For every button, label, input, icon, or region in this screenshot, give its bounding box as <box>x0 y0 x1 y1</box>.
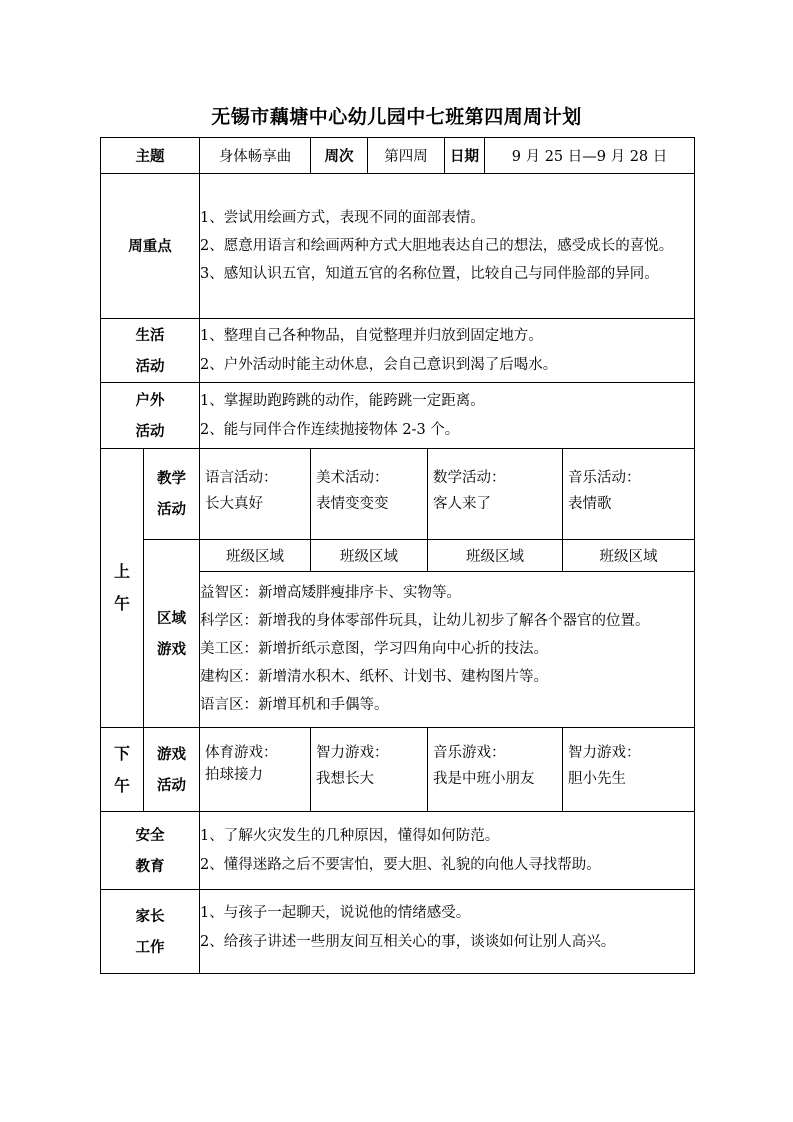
parents-label-2: 工作 <box>135 938 165 956</box>
morning-label <box>101 449 144 728</box>
safety-label-1: 安全 <box>135 826 165 844</box>
area-item: 美工区：新增折纸示意图，学习四角向中心折的技法。 <box>200 641 548 657</box>
outdoor-label-2: 活动 <box>135 422 165 440</box>
games-label-2: 活动 <box>157 776 186 794</box>
area-header: 班级区域 <box>563 540 695 572</box>
game-activity <box>200 728 311 812</box>
activity-name: 长大真好 <box>205 496 263 512</box>
weekly-plan-table <box>100 137 695 974</box>
game-activity <box>563 728 695 812</box>
afternoon-row <box>101 728 695 812</box>
teaching-activity <box>563 449 695 540</box>
game-activity <box>311 728 428 812</box>
parents-item: 2、给孩子讲述一些朋友间互相关心的事，谈谈如何让别人高兴。 <box>200 934 616 950</box>
safety-row <box>101 812 695 890</box>
afternoon-label-2: 午 <box>113 775 130 795</box>
life-content <box>200 319 695 383</box>
theme-label: 主题 <box>101 138 200 174</box>
afternoon-label <box>101 728 144 812</box>
focus-content <box>200 174 695 319</box>
safety-item: 1、了解火灾发生的几种原因，懂得如何防范。 <box>200 827 500 844</box>
activity-name: 我想长大 <box>316 771 374 787</box>
life-label-1: 生活 <box>135 326 165 344</box>
teaching-label-1: 教学 <box>157 470 186 487</box>
activity-name: 我是中班小朋友 <box>433 771 535 787</box>
teaching-activity <box>428 449 563 540</box>
area-content <box>200 572 695 728</box>
activity-type: 音乐游戏： <box>433 745 506 761</box>
week-label: 周次 <box>311 138 368 174</box>
games-label <box>144 728 200 812</box>
activity-name: 客人来了 <box>433 496 491 512</box>
activity-name: 表情歌 <box>568 496 612 512</box>
area-header-row <box>101 540 695 572</box>
focus-label: 周重点 <box>101 174 200 319</box>
activity-type: 语言活动： <box>205 470 278 486</box>
afternoon-label-1: 下 <box>113 743 130 763</box>
date-label: 日期 <box>445 138 485 174</box>
area-label-1: 区域 <box>157 609 186 627</box>
safety-item: 2、懂得迷路之后不要害怕，要大胆、礼貌的向他人寻找帮助。 <box>200 856 601 873</box>
teaching-activity <box>200 449 311 540</box>
safety-content <box>200 812 695 890</box>
activity-type: 美术活动： <box>316 470 389 486</box>
activity-type: 体育游戏： <box>205 745 278 761</box>
games-label-1: 游戏 <box>157 745 186 763</box>
teaching-label <box>144 449 200 540</box>
life-label-2: 活动 <box>135 357 165 375</box>
area-header: 班级区域 <box>428 540 563 572</box>
activity-type: 音乐活动： <box>568 470 641 486</box>
life-label <box>101 319 200 383</box>
activity-type: 智力游戏： <box>316 745 389 761</box>
morning-label-1: 上 <box>113 562 130 581</box>
activity-name: 表情变变变 <box>316 496 389 512</box>
theme-value: 身体畅享曲 <box>200 138 311 174</box>
life-item: 1、整理自己各种物品，自觉整理并归放到固定地方。 <box>200 327 543 344</box>
teaching-label-2: 活动 <box>157 501 186 518</box>
area-header: 班级区域 <box>311 540 428 572</box>
area-label-2: 游戏 <box>157 640 186 658</box>
parents-label <box>101 890 200 974</box>
header-row <box>101 138 695 174</box>
life-row <box>101 319 695 383</box>
outdoor-item: 1、掌握助跑跨跳的动作，能跨跳一定距离。 <box>200 392 485 409</box>
parents-item: 1、与孩子一起聊天，说说他的情绪感受。 <box>200 905 471 921</box>
outdoor-label <box>101 383 200 449</box>
safety-label <box>101 812 200 890</box>
teaching-activity <box>311 449 428 540</box>
activity-name: 胆小先生 <box>568 771 627 787</box>
focus-row <box>101 174 695 319</box>
focus-item: 2、愿意用语言和绘画两种方式大胆地表达自己的想法，感受成长的喜悦。 <box>200 237 674 254</box>
area-label <box>144 540 200 728</box>
outdoor-content <box>200 383 695 449</box>
activity-type: 数学活动： <box>433 470 506 486</box>
outdoor-label-1: 户外 <box>135 391 165 409</box>
date-value: 9 月 25 日—9 月 28 日 <box>485 138 695 174</box>
game-activity <box>428 728 563 812</box>
parents-row <box>101 890 695 974</box>
life-item: 2、户外活动时能主动休息，会自己意识到渴了后喝水。 <box>200 356 558 373</box>
area-item: 益智区：新增高矮胖瘦排序卡、实物等。 <box>200 585 461 601</box>
focus-item: 1、尝试用绘画方式，表现不同的面部表情。 <box>200 209 485 226</box>
week-value: 第四周 <box>368 138 445 174</box>
morning-label-2: 午 <box>113 594 130 613</box>
parents-label-1: 家长 <box>135 907 165 925</box>
area-item: 科学区：新增我的身体零部件玩具，让幼儿初步了解各个器官的位置。 <box>200 613 650 629</box>
page-title: 无锡市藕塘中心幼儿园中七班第四周周计划 <box>211 106 582 128</box>
activity-type: 智力游戏： <box>568 745 641 761</box>
safety-label-2: 教育 <box>135 857 165 875</box>
area-item: 语言区：新增耳机和手偶等。 <box>200 697 389 713</box>
outdoor-item: 2、能与同伴合作连续抛接物体 2-3 个。 <box>200 421 460 438</box>
area-item: 建构区：新增清水积木、纸杯、计划书、建构图片等。 <box>200 669 548 685</box>
focus-item: 3、感知认识五官，知道五官的名称位置，比较自己与同伴脸部的异同。 <box>200 265 659 282</box>
outdoor-row <box>101 383 695 449</box>
activity-name: 拍球接力 <box>205 767 263 783</box>
teaching-row <box>101 449 695 540</box>
parents-content <box>200 890 695 974</box>
area-header: 班级区域 <box>200 540 311 572</box>
